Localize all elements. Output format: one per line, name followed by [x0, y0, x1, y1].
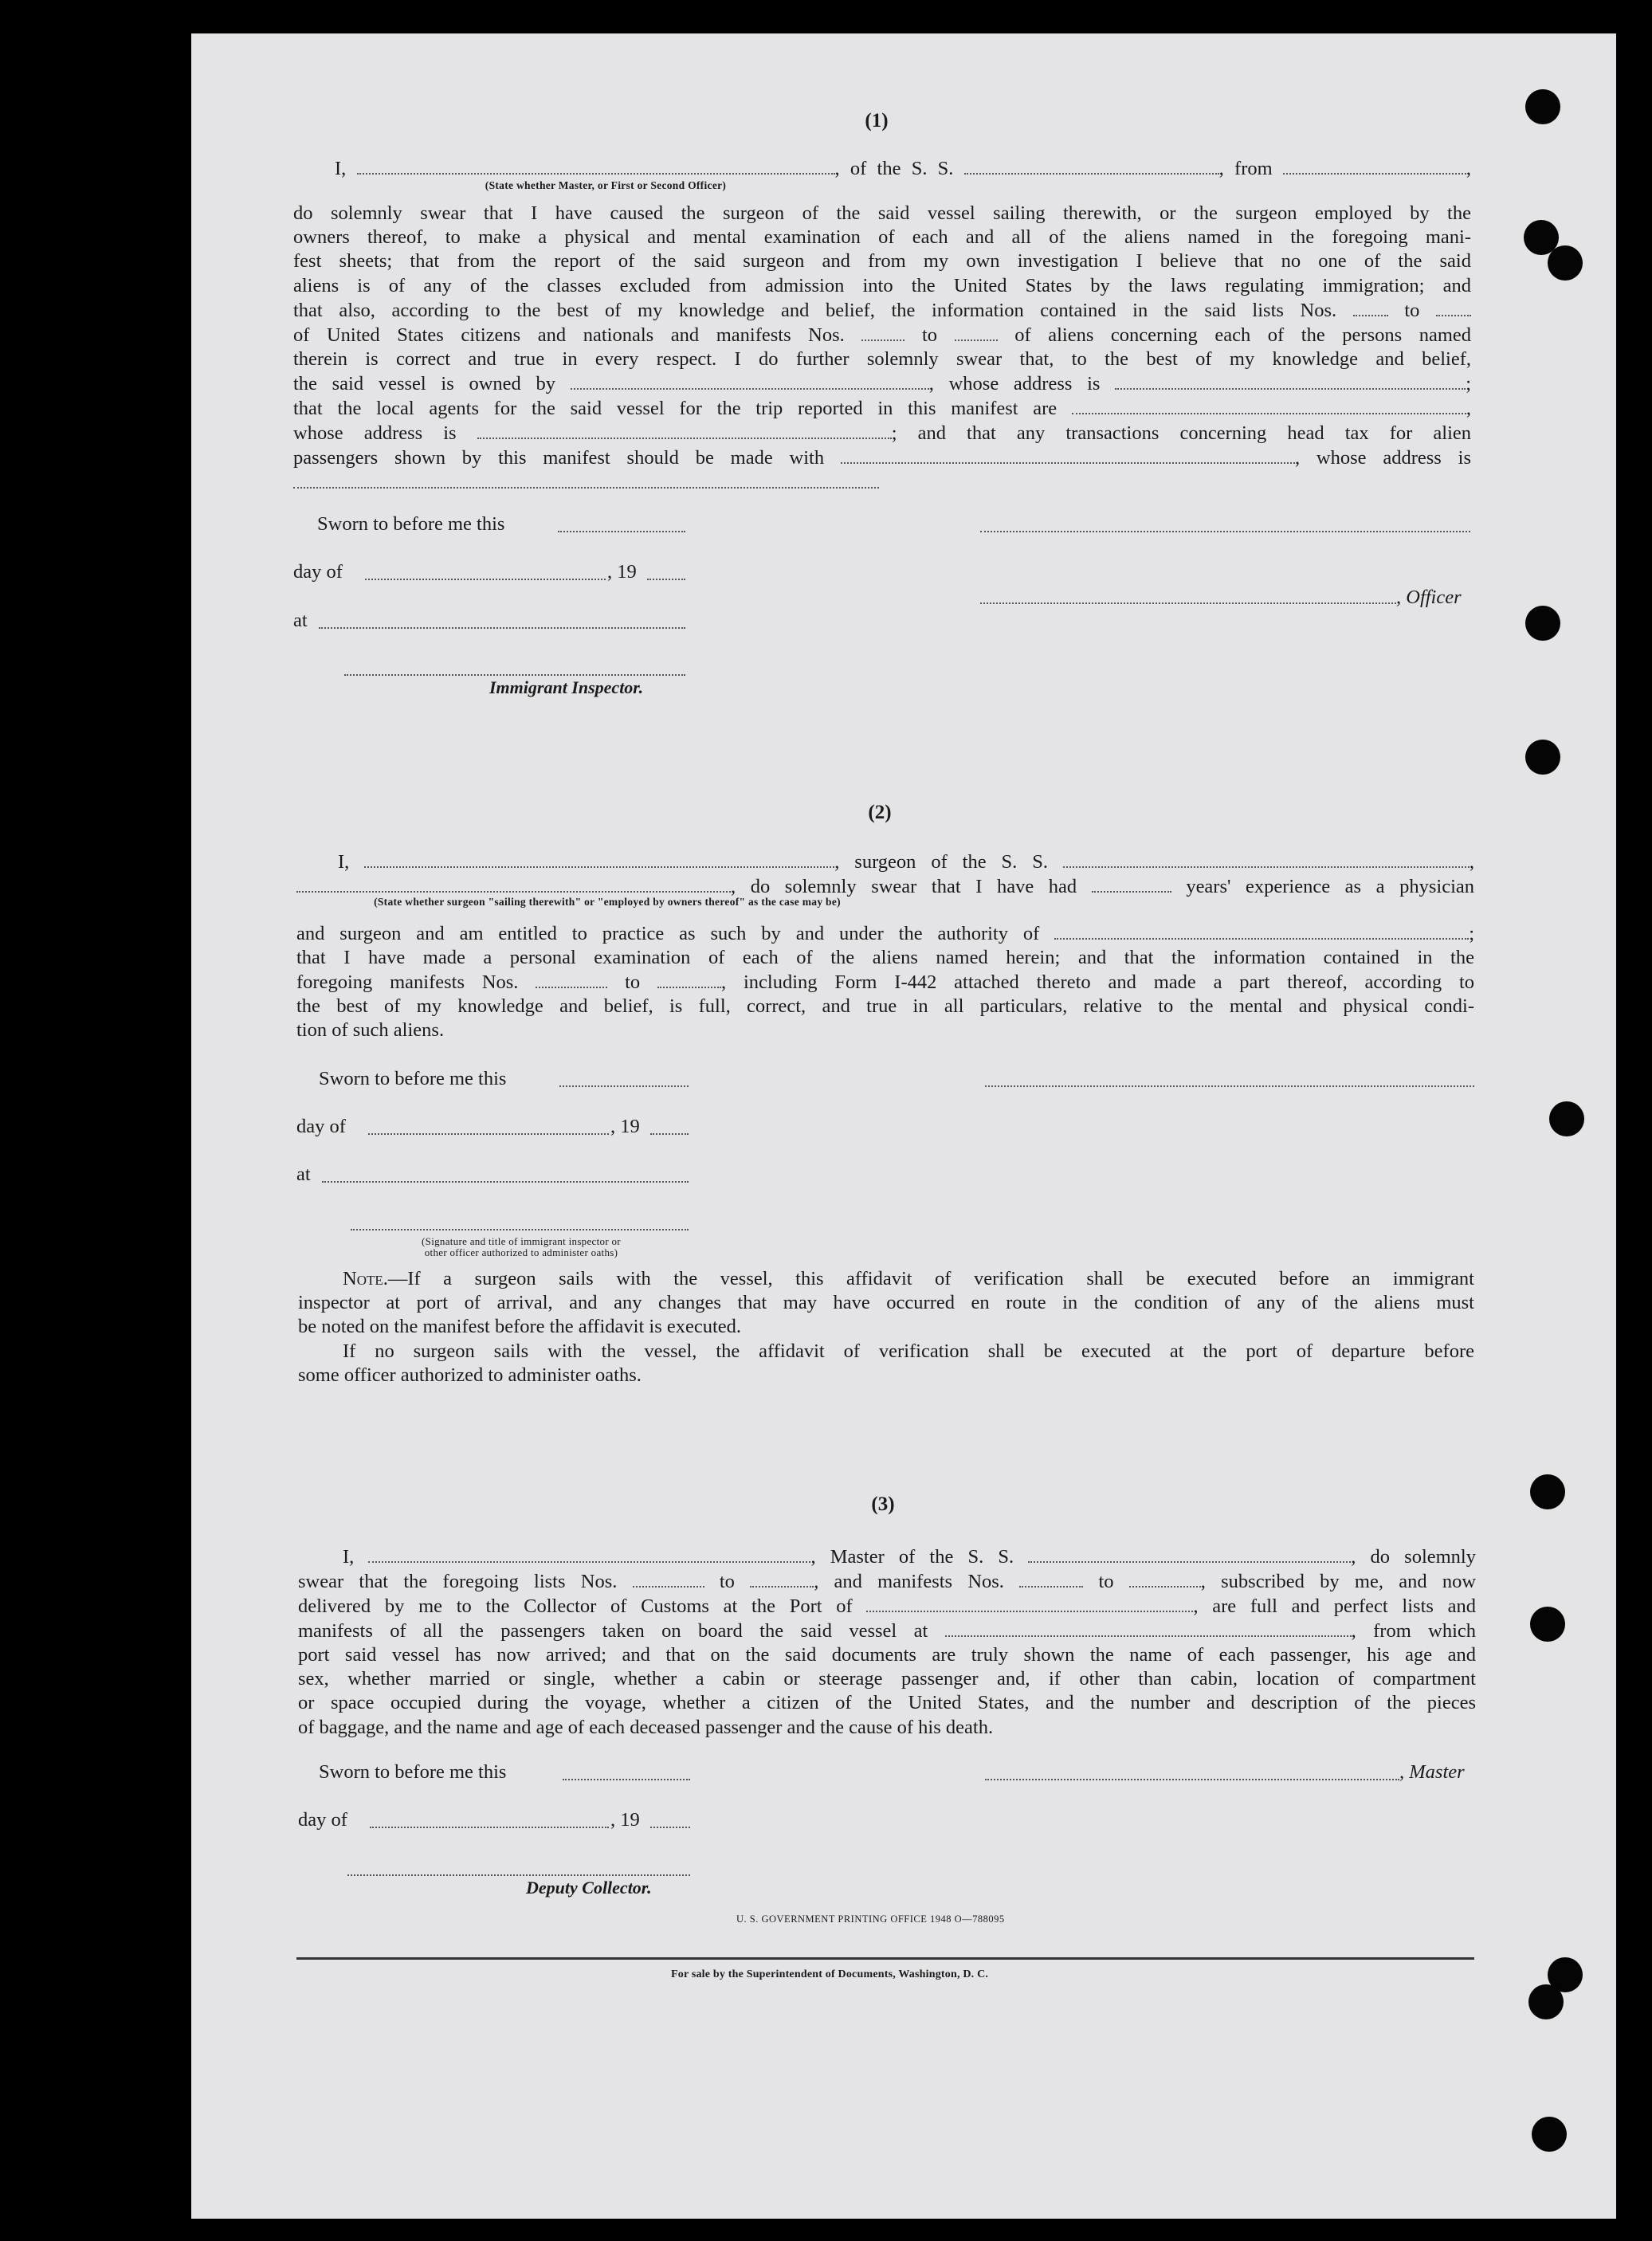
printer-imprint: U. S. GOVERNMENT PRINTING OFFICE 1948 O—788095: [736, 1913, 1005, 1925]
punch-hole-6: [1549, 1101, 1584, 1136]
note-line-1: Note.—If a surgeon sails with the vessel, this affidavit of verification shall be executed before an immigrant: [343, 1268, 1474, 1289]
footer-rule: [296, 1957, 1474, 1960]
s1-line-10: that the local agents for the said vessel for the trip reported in this manifest are ,: [293, 397, 1472, 419]
s2-inspector-sign-line: [351, 1229, 689, 1230]
s3-collector-sign-line: [347, 1874, 690, 1876]
section-2-oath: [296, 850, 1474, 1043]
s2-signature-caption-2: other officer authorized to administer oaths): [424, 1246, 618, 1258]
s2-at-label: at: [296, 1164, 311, 1185]
s2-line-5: foregoing manifests Nos. to , including Form I-442 attached thereto and made a part thereof, according to: [296, 971, 1475, 994]
s1-line-7: of United States citizens and nationals and manifests Nos. to of aliens concerning each of the persons named: [293, 324, 1472, 346]
s1-line-8: therein is correct and true in every respect. I do further solemnly swear that, to the best of my knowledge and belief,: [293, 347, 1471, 370]
s3-line-7: or space occupied during the voyage, whether a citizen of the United States, and the number and description of the pieces: [298, 1692, 1476, 1714]
s1-year-label: , 19: [607, 561, 637, 583]
s3-line-8: of baggage, and the name and age of each deceased passenger and the cause of his death.: [298, 1716, 994, 1738]
section-1-oath: [293, 156, 1471, 495]
punch-hole-8: [1530, 1607, 1565, 1642]
s2-dayof-label: day of: [296, 1116, 346, 1137]
s2-day-line: [368, 1133, 609, 1135]
s3-master-sign-line: [985, 1779, 1399, 1780]
punch-hole-3: [1548, 245, 1583, 281]
s3-year-line: [650, 1827, 690, 1828]
s3-line-6: sex, whether married or single, whether a cabin or steerage passenger and, if other than cabin, location of compartment: [298, 1668, 1476, 1690]
s1-line-9: the said vessel is owned by , whose address is ;: [293, 372, 1472, 394]
s1-inspector-sign-line: [344, 674, 685, 676]
note-line-4: If no surgeon sails with the vessel, the affidavit of verification shall be executed at the port of departure before: [343, 1340, 1474, 1362]
s2-at-line: [322, 1181, 689, 1183]
s3-year-label: , 19: [610, 1809, 640, 1831]
s1-line-3: owners thereof, to make a physical and mental examination of each and all of the aliens named in the foregoing mani-: [293, 226, 1471, 249]
s3-line-5: port said vessel has now arrived; and that on the said documents are truly shown the name of each passenger, his age and: [298, 1644, 1476, 1666]
s1-year-line: [647, 579, 685, 580]
s2-signature-caption-1: (Signature and title of immigrant inspector or: [422, 1235, 621, 1247]
s1-line-5: aliens is of any of the classes excluded from admission into the United States by the laws regulating immigration; and: [293, 274, 1471, 296]
s1-at-line: [319, 627, 685, 629]
s1-inspector-label: Immigrant Inspector.: [489, 677, 644, 697]
punch-hole-10: [1528, 1984, 1564, 2019]
s2-line-6: the best of my knowledge and belief, is full, correct, and true in all particulars, relative to the mental and physical condi-: [296, 995, 1474, 1018]
s1-officer-title-line: [980, 602, 1396, 604]
s3-line-2: swear that the foregoing lists Nos. to , and manifests Nos. to , subscribed by me, and now: [298, 1570, 1477, 1592]
punch-hole-11: [1532, 2117, 1567, 2152]
s3-sworn-label: Sworn to before me this: [319, 1761, 507, 1783]
s1-sworn-label: Sworn to before me this: [317, 513, 505, 535]
s2-sign-line: [985, 1085, 1474, 1087]
s1-officer-sign-line: [980, 531, 1470, 532]
s1-day-line: [365, 579, 606, 580]
caption-surgeon-type: (State whether surgeon "sailing therewith" or "employed by owners thereof" as the case may be): [374, 896, 841, 908]
s3-line-4: manifests of all the passengers taken on board the said vessel at , from which: [298, 1619, 1477, 1642]
note-line-5: some officer authorized to administer oaths.: [298, 1364, 642, 1386]
s1-officer-label: , Officer: [1396, 587, 1462, 608]
s3-sworn-line: [563, 1779, 690, 1780]
note-line-3: be noted on the manifest before the affidavit is executed.: [298, 1316, 742, 1338]
punch-hole-4: [1525, 606, 1560, 641]
punch-hole-7: [1530, 1474, 1565, 1509]
s1-line-6: that also, according to the best of my knowledge and belief, the information contained in the said lists Nos. to: [293, 298, 1471, 323]
s2-line-4: that I have made a personal examination of each of the aliens named herein; and that the information contained in the: [296, 947, 1474, 969]
section-3-oath: [298, 1544, 1476, 1740]
caption-officer-rank: (State whether Master, or First or Second Officer): [485, 179, 727, 191]
s2-line-2: , do solemnly swear that I have had years' experience as a physician: [296, 874, 1474, 899]
s1-line-12: passengers shown by this manifest should be made with , whose address is: [293, 446, 1472, 469]
s1-dayof-label: day of: [293, 561, 343, 583]
s2-sworn-line: [559, 1085, 689, 1087]
s2-sworn-label: Sworn to before me this: [319, 1068, 507, 1089]
s2-year-label: , 19: [610, 1116, 640, 1137]
note-line-2: inspector at port of arrival, and any changes that may have occurred en route in the condition of any of the aliens must: [298, 1292, 1474, 1314]
s3-line-1: I, , Master of the S. S. , do solemnly: [343, 1545, 1476, 1568]
s2-year-line: [650, 1133, 689, 1135]
s1-line-2: do solemnly swear that I have caused the surgeon of the said vessel sailing therewith, or the surgeon employed by the: [293, 202, 1471, 225]
s2-line-7: tion of such aliens.: [296, 1019, 445, 1042]
s2-line-3: and surgeon and am entitled to practice as such by and under the authority of ;: [296, 922, 1475, 944]
s1-line-4: fest sheets; that from the report of the said surgeon and from my own investigation I believe that no one of the said: [293, 250, 1471, 273]
s2-line-1: I, , surgeon of the S. S. ,: [338, 850, 1475, 873]
s2-note: [298, 1267, 1474, 1387]
s1-line-1: I, , of the S. S. , from ,: [335, 157, 1472, 179]
punch-hole-1: [1525, 89, 1560, 124]
s3-master-label: , Master: [1399, 1761, 1465, 1783]
s3-day-line: [370, 1827, 609, 1828]
s1-line-13: [293, 470, 1471, 495]
s1-sworn-line: [558, 531, 685, 532]
s1-at-label: at: [293, 610, 308, 631]
s3-line-3: delivered by me to the Collector of Customs at the Port of , are full and perfect lists and: [298, 1595, 1477, 1617]
section-1-number: (1): [865, 110, 889, 131]
s1-line-11: whose address is ; and that any transactions concerning head tax for alien: [293, 422, 1472, 444]
punch-hole-5: [1525, 740, 1560, 775]
section-3-number: (3): [871, 1493, 895, 1515]
sale-notice: For sale by the Superintendent of Documents, Washington, D. C.: [671, 1968, 989, 1980]
section-2-number: (2): [868, 802, 892, 823]
s3-deputy-label: Deputy Collector.: [526, 1878, 652, 1898]
s3-dayof-label: day of: [298, 1809, 347, 1831]
